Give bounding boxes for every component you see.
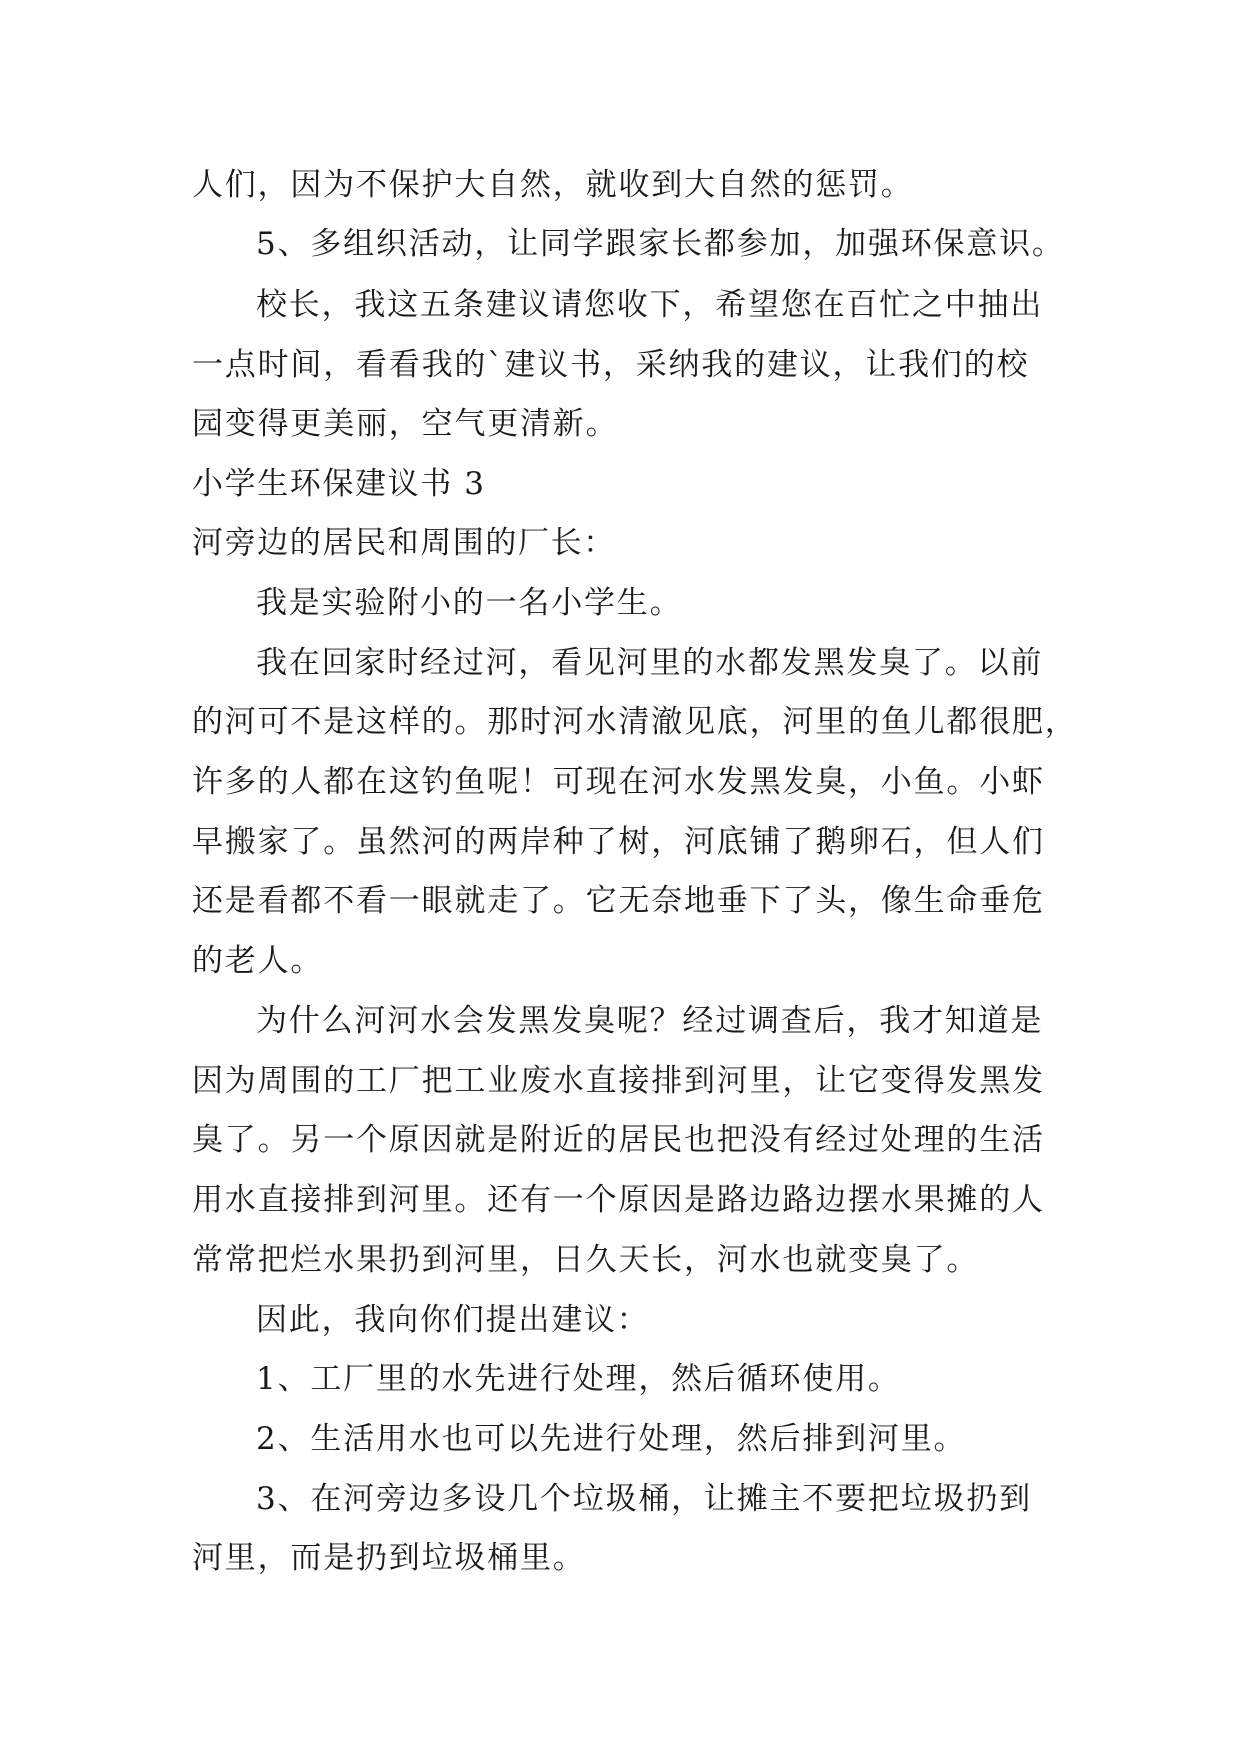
list-item: 1、工厂里的水先进行处理，然后循环使用。 — [256, 1361, 901, 1397]
text-line: 园变得更美丽，空气更清新。 — [192, 406, 619, 442]
text-line: 还是看都不看一眼就走了。它无奈地垂下了头，像生命垂危 — [192, 883, 1045, 919]
text-line: 早搬家了。虽然河的两岸种了树，河底铺了鹅卵石，但人们 — [192, 824, 1045, 860]
text-line: 许多的人都在这钓鱼呢！可现在河水发黑发臭，小鱼。小虾 — [192, 764, 1045, 800]
section-title: 小学生环保建议书 3 — [192, 466, 486, 502]
text-line: 常常把烂水果扔到河里，日久天长，河水也就变臭了。 — [192, 1242, 980, 1278]
text-line: 一点时间，看看我的`建议书，采纳我的建议，让我们的校 — [192, 347, 1030, 383]
text-line: 河里，而是扔到垃圾桶里。 — [192, 1540, 586, 1576]
text-line: 我是实验附小的一名小学生。 — [256, 585, 683, 621]
text-line: 5、多组织活动，让同学跟家长都参加，加强环保意识。 — [256, 226, 1065, 262]
text-line: 臭了。另一个原因就是附近的居民也把没有经过处理的生活 — [192, 1122, 1045, 1158]
salutation: 河旁边的居民和周围的厂长： — [192, 525, 616, 561]
text-line: 我在回家时经过河，看见河里的水都发黑发臭了。以前 — [256, 645, 1044, 681]
text-line: 用水直接排到河里。还有一个原因是路边路边摆水果摊的人 — [192, 1182, 1045, 1218]
text-line: 因此，我向你们提出建议： — [256, 1302, 650, 1338]
text-line: 的老人。 — [192, 943, 324, 979]
text-line: 校长，我这五条建议请您收下，希望您在百忙之中抽出 — [256, 287, 1044, 323]
text-line: 为什么河河水会发黑发臭呢？经过调查后，我才知道是 — [256, 1003, 1044, 1039]
list-item: 2、生活用水也可以先进行处理，然后排到河里。 — [256, 1421, 967, 1457]
text-line: 因为周围的工厂把工业废水直接排到河里，让它变得发黑发 — [192, 1063, 1045, 1099]
list-item: 3、在河旁边多设几个垃圾桶，让摊主不要把垃圾扔到 — [256, 1481, 1032, 1517]
text-line: 的河可不是这样的。那时河水清澈见底，河里的鱼儿都很肥， — [192, 704, 1078, 740]
text-line: 人们，因为不保护大自然，就收到大自然的惩罚。 — [192, 167, 914, 203]
